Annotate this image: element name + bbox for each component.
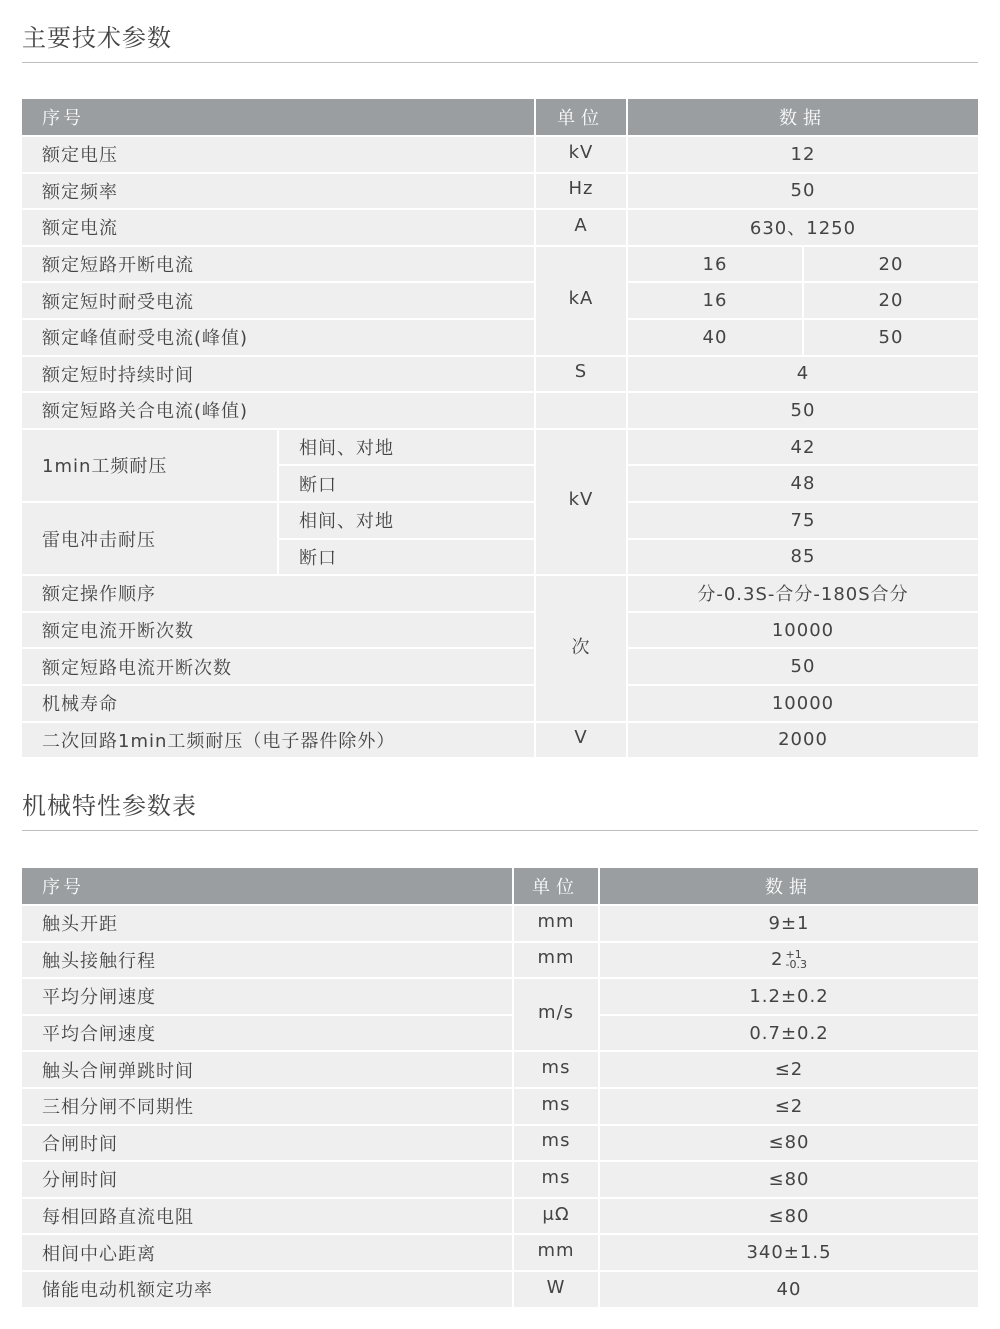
param-label: 额定峰值耐受电流(峰值) [22,319,535,356]
param-label: 额定短路关合电流(峰值) [22,392,535,429]
param-label: 相间中心距离 [22,1234,513,1271]
param-value: 50 [627,648,978,685]
param-value-1: 40 [627,319,803,356]
param-value: 50 [627,173,978,210]
param-label: 雷电冲击耐压 [22,502,278,575]
tolerance [785,950,806,970]
table-row [22,1271,978,1308]
param-value: 630、1250 [627,209,978,246]
param-label: 额定频率 [22,173,535,210]
table-row [22,1088,978,1125]
header-unit: 单位 [535,99,627,136]
param-unit: μΩ [513,1198,599,1235]
param-label: 额定电流开断次数 [22,612,535,649]
param-value-1: 16 [627,282,803,319]
param-value: 2000 [627,722,978,759]
param-sublabel: 断口 [278,539,535,576]
nominal-value: 2 [771,949,784,971]
param-label: 合闸时间 [22,1125,513,1162]
param-unit: A [535,209,627,246]
table-row [22,173,978,210]
param-label: 触头接触行程 [22,942,513,979]
param-value: 340±1.5 [599,1234,978,1271]
param-label: 额定短时耐受电流 [22,282,535,319]
divider [22,830,978,831]
param-label: 三相分闸不同期性 [22,1088,513,1125]
table-row [22,1234,978,1271]
table-row [22,1198,978,1235]
param-unit: 次 [535,575,627,721]
header-index: 序号 [22,99,535,136]
header-data: 数据 [627,99,978,136]
table-row [22,136,978,173]
table-row [22,648,978,685]
param-label: 额定短时持续时间 [22,356,535,393]
param-unit: S [535,356,627,393]
param-value: 1.2±0.2 [599,978,978,1015]
param-value: 40 [599,1271,978,1308]
param-label: 1min工频耐压 [22,429,278,502]
param-value: ≤80 [599,1198,978,1235]
table-row [22,612,978,649]
table-header [22,99,978,136]
param-value: 4 [627,356,978,393]
param-sublabel: 相间、对地 [278,429,535,466]
mechanical-parameters-table [22,868,978,1309]
param-value: 42 [627,429,978,466]
param-label: 额定电流 [22,209,535,246]
header-data: 数据 [599,868,978,905]
param-label: 额定短路开断电流 [22,246,535,283]
param-unit: m/s [513,978,599,1051]
param-label: 二次回路1min工频耐压（电子器件除外） [22,722,535,759]
table-row [22,282,978,319]
param-value [599,942,978,979]
table-row [22,1015,978,1052]
param-unit: kV [535,136,627,173]
table-row [22,575,978,612]
param-label: 平均分闸速度 [22,978,513,1015]
section-title: 机械特性参数表 [22,792,197,820]
param-value: 12 [627,136,978,173]
param-value: ≤2 [599,1088,978,1125]
table-row [22,1125,978,1162]
param-value: ≤80 [599,1125,978,1162]
param-value: 10000 [627,612,978,649]
section-title: 主要技术参数 [22,24,172,52]
param-value: 50 [627,392,978,429]
table-row [22,1051,978,1088]
param-unit: ms [513,1051,599,1088]
param-unit: V [535,722,627,759]
param-value: 48 [627,465,978,502]
param-unit: Hz [535,173,627,210]
param-value: 85 [627,539,978,576]
table-row [22,429,978,466]
param-label: 机械寿命 [22,685,535,722]
param-label: 储能电动机额定功率 [22,1271,513,1308]
table-row [22,392,978,429]
table-row [22,502,978,539]
param-label: 平均合闸速度 [22,1015,513,1052]
param-label: 每相回路直流电阻 [22,1198,513,1235]
technical-parameters-table [22,99,978,759]
param-label: 额定短路电流开断次数 [22,648,535,685]
header-unit: 单位 [513,868,599,905]
table-row [22,319,978,356]
divider [22,62,978,63]
param-value: 9±1 [599,905,978,942]
tolerance-plus: +1 [785,948,802,962]
param-unit [535,392,627,429]
param-value: 分-0.3S-合分-180S合分 [627,575,978,612]
param-value-2: 50 [803,319,978,356]
table-header [22,868,978,905]
table-row [22,209,978,246]
param-value: 10000 [627,685,978,722]
param-value: 0.7±0.2 [599,1015,978,1052]
param-value-1: 16 [627,246,803,283]
header-index: 序号 [22,868,513,905]
table-row [22,356,978,393]
table-row [22,942,978,979]
table-row [22,246,978,283]
table-row [22,978,978,1015]
param-label: 分闸时间 [22,1161,513,1198]
param-value: ≤2 [599,1051,978,1088]
param-sublabel: 断口 [278,465,535,502]
table-row [22,1161,978,1198]
param-unit: kA [535,246,627,356]
param-unit: mm [513,905,599,942]
table-row [22,905,978,942]
param-label: 额定电压 [22,136,535,173]
param-unit: ms [513,1088,599,1125]
param-label: 触头开距 [22,905,513,942]
param-unit: mm [513,942,599,979]
table-row [22,685,978,722]
param-value: 75 [627,502,978,539]
param-value-2: 20 [803,282,978,319]
param-value-2: 20 [803,246,978,283]
param-unit: ms [513,1125,599,1162]
tolerance-minus: -0.3 [785,958,807,972]
param-unit: ms [513,1161,599,1198]
table-row [22,722,978,759]
param-label: 触头合闸弹跳时间 [22,1051,513,1088]
param-sublabel: 相间、对地 [278,502,535,539]
param-value: ≤80 [599,1161,978,1198]
param-label: 额定操作顺序 [22,575,535,612]
param-unit: mm [513,1234,599,1271]
param-unit: W [513,1271,599,1308]
param-unit: kV [535,429,627,575]
